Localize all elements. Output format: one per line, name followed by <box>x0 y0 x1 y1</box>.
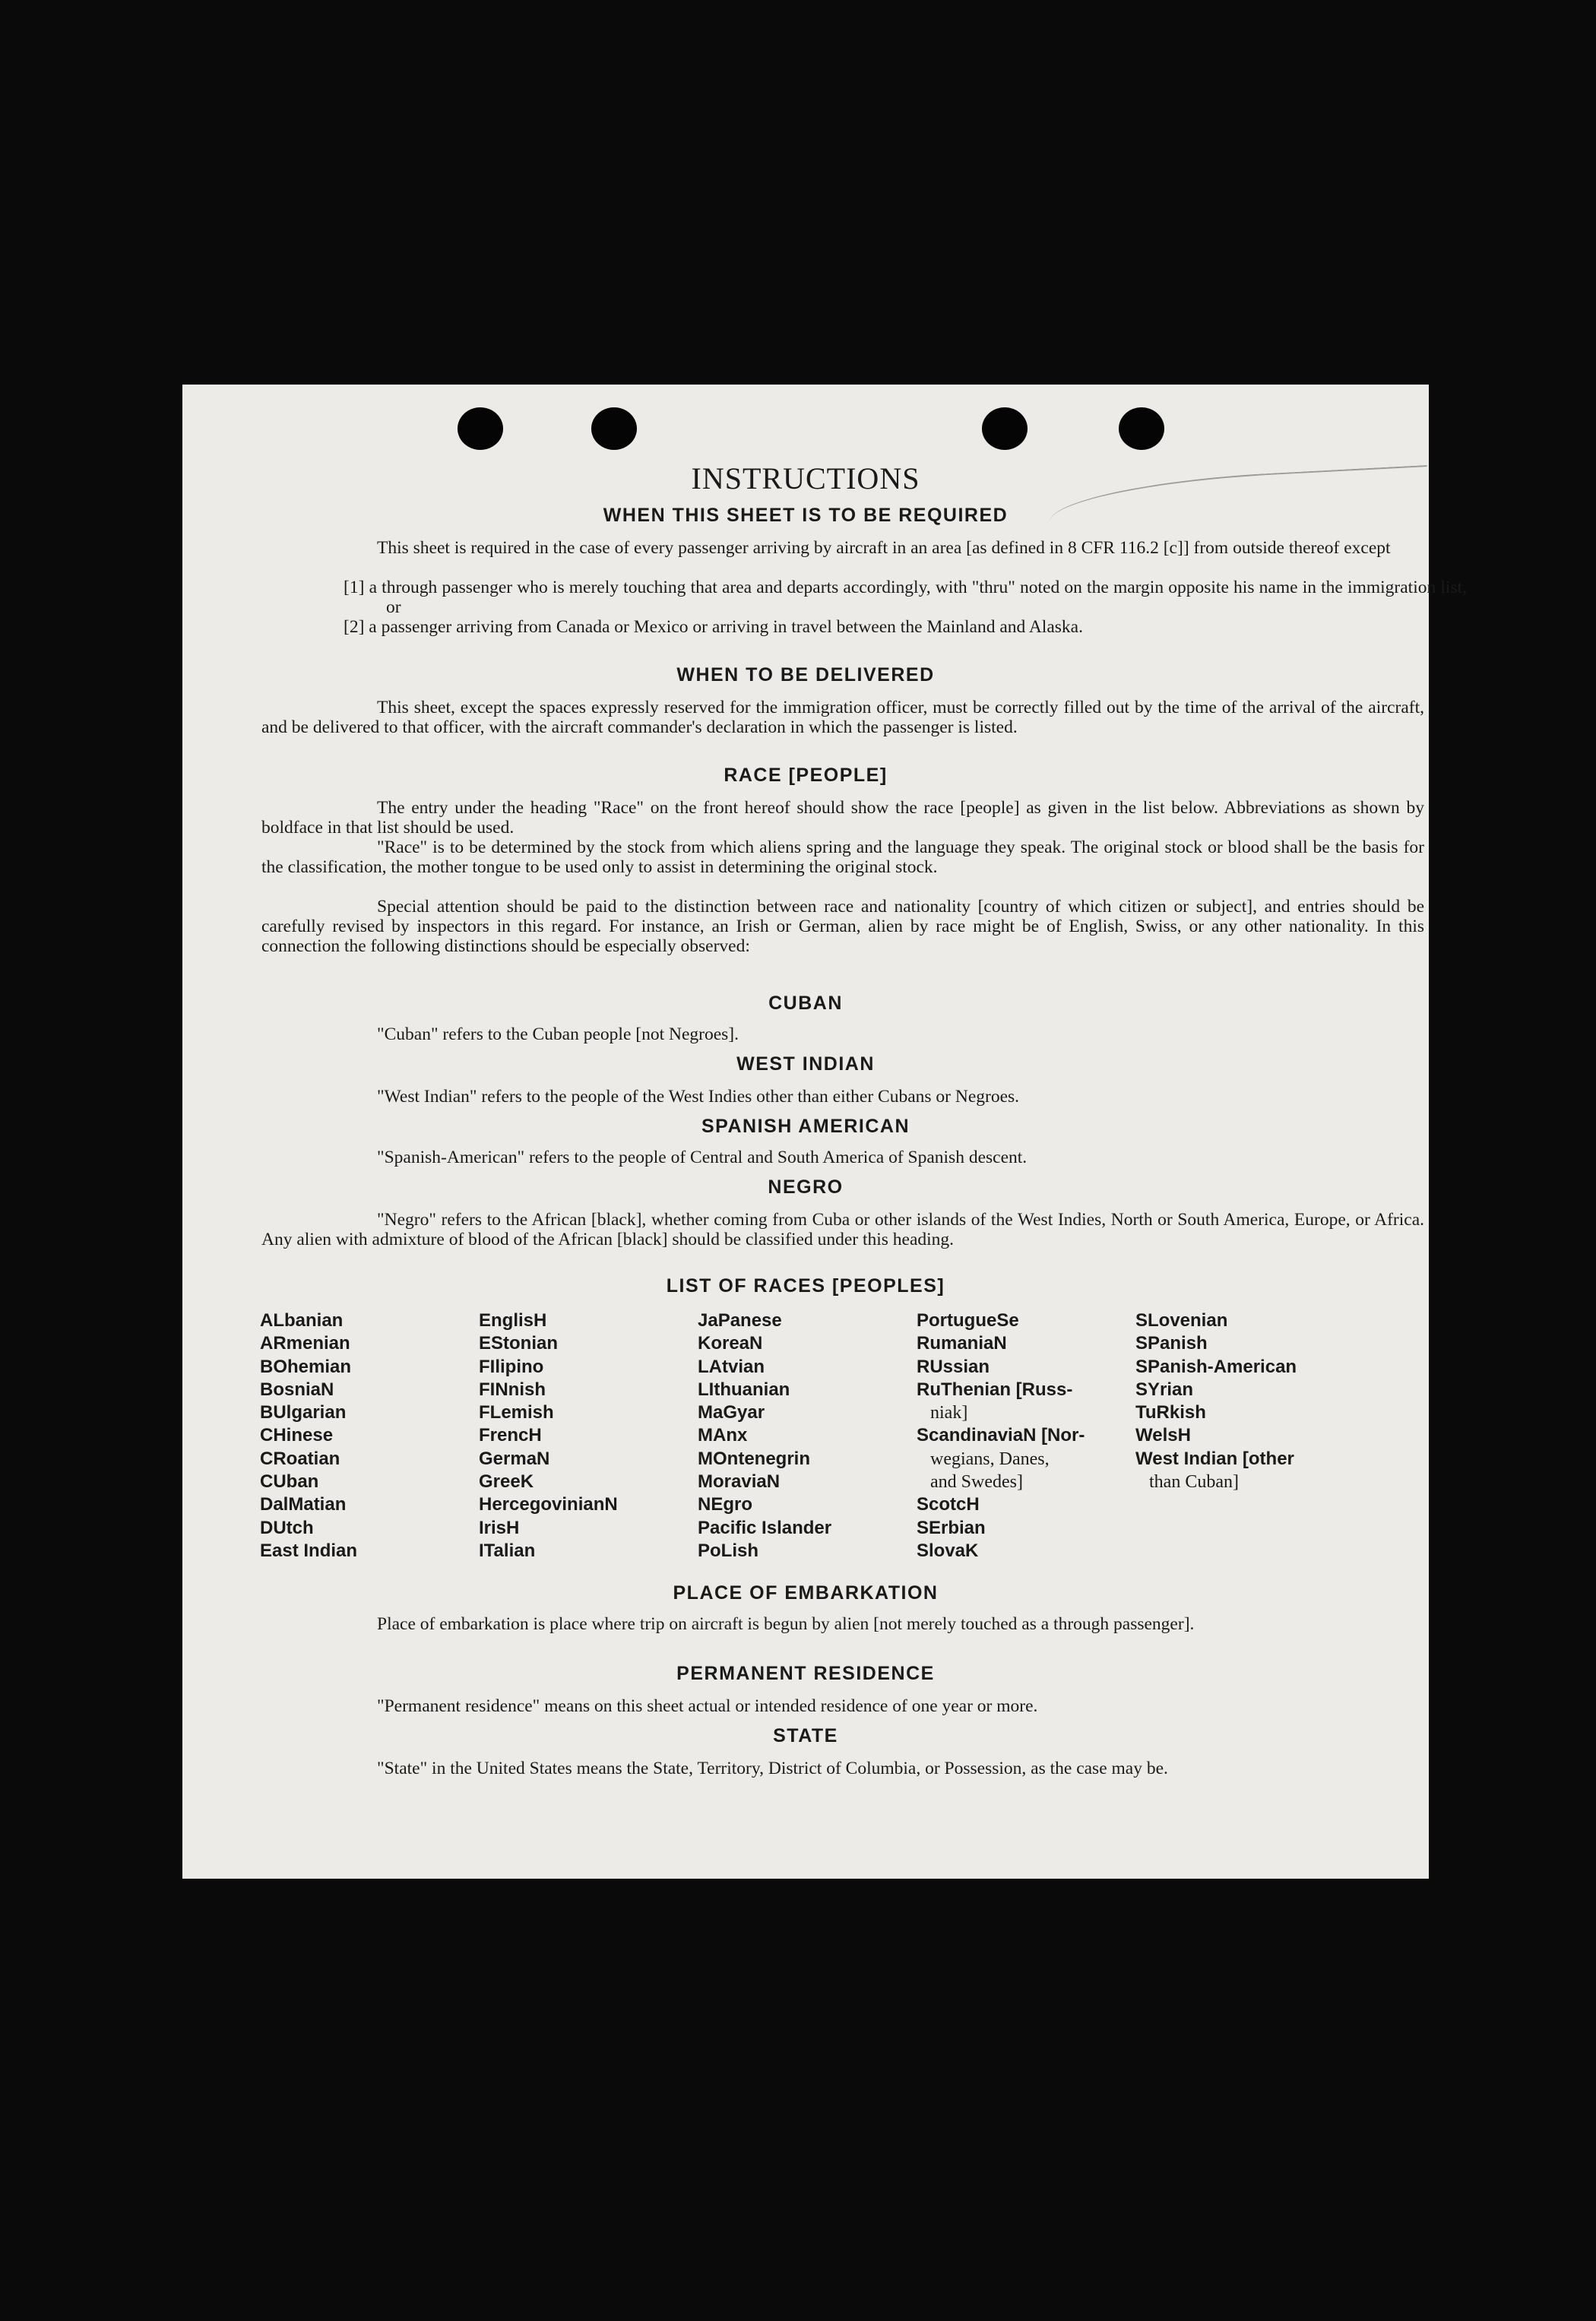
race-list-item: CHinese <box>260 1425 334 1446</box>
paragraph: Place of embarkation is place where trip on aircraft is begun by alien [not merely touched as a through passenger]. <box>377 1614 1195 1634</box>
race-list-item: CUban <box>260 1471 319 1493</box>
heading-place-of-embarkation: PLACE OF EMBARKATION <box>673 1582 939 1604</box>
race-list-item: HercegovinianN <box>479 1494 618 1515</box>
paragraph: "Cuban" refers to the Cuban people [not Negroes]. <box>377 1024 739 1044</box>
race-list-item: DalMatian <box>260 1494 347 1515</box>
race-list-item: KoreaN <box>698 1333 763 1354</box>
race-list-item: JaPanese <box>698 1310 782 1331</box>
race-list-item: PortugueSe <box>917 1310 1019 1331</box>
exception-item-2: [2] a passenger arriving from Canada or Mexico or arriving in travel between the Mainland and Alaska. <box>344 617 1083 637</box>
race-list-item: EnglisH <box>479 1310 547 1331</box>
race-list-item: FIlipino <box>479 1356 544 1377</box>
race-list-item: SErbian <box>917 1517 986 1538</box>
paragraph: "Negro" refers to the African [black], whether coming from Cuba or other islands of the West Indies, North or South America, Europe, or Africa. Any alien with admixture of blood of the African [black] should be classified under this heading. <box>261 1210 1424 1249</box>
heading-cuban: CUBAN <box>768 993 843 1014</box>
race-list-item: ITalian <box>479 1540 536 1561</box>
race-list-item: than Cuban] <box>1135 1472 1239 1493</box>
race-list-item: PoLish <box>698 1540 759 1561</box>
page-title: INSTRUCTIONS <box>691 461 920 496</box>
race-list-item: DUtch <box>260 1517 314 1538</box>
race-list-item: WelsH <box>1135 1425 1191 1446</box>
punch-hole <box>1119 407 1164 450</box>
race-list-item: SPanish-American <box>1135 1356 1297 1377</box>
paragraph: This sheet is required in the case of every passenger arriving by aircraft in an area [as defined in 8 CFR 116.2 [c]] from outside thereof except <box>377 538 1391 558</box>
race-list-item: GermaN <box>479 1448 550 1469</box>
race-list-item: EStonian <box>479 1333 559 1354</box>
race-list-item: FLemish <box>479 1402 554 1423</box>
race-list-item: RUssian <box>917 1356 990 1377</box>
heading-state: STATE <box>773 1725 838 1746</box>
heading-list-of-races: LIST OF RACES [PEOPLES] <box>666 1275 945 1297</box>
race-list-column-2 <box>479 1309 618 1563</box>
heading-spanish-american: SPANISH AMERICAN <box>701 1116 910 1137</box>
punch-hole <box>458 407 503 450</box>
race-list-item: MaGyar <box>698 1402 765 1423</box>
race-list-column-3 <box>698 1309 831 1563</box>
race-list-item: MOntenegrin <box>698 1448 810 1469</box>
race-list-item: and Swedes] <box>917 1472 1023 1493</box>
heading-permanent-residence: PERMANENT RESIDENCE <box>676 1663 935 1684</box>
race-list-item: SYrian <box>1135 1379 1194 1400</box>
race-list-item: FrencH <box>479 1425 542 1446</box>
heading-when-required: WHEN THIS SHEET IS TO BE REQUIRED <box>603 505 1009 526</box>
race-list-item: LAtvian <box>698 1356 765 1377</box>
paragraph: Special attention should be paid to the distinction between race and nationality [country of which citizen or subject], and entries should be carefully revised by inspectors in this regard. For instance, an Irish or German, alien by race might be of English, Swiss, or any other nationality. In this connection the following distinctions should be especially observed: <box>261 897 1424 956</box>
paragraph: "West Indian" refers to the people of the West Indies other than either Cubans or Negroes. <box>377 1087 1020 1107</box>
race-list-item: ScotcH <box>917 1494 980 1515</box>
race-list-item: wegians, Danes, <box>917 1449 1050 1469</box>
race-list-item: RuThenian [Russ- <box>917 1379 1073 1400</box>
heading-west-indian: WEST INDIAN <box>736 1053 875 1075</box>
race-list-item: SLovenian <box>1135 1310 1228 1331</box>
punch-hole <box>982 407 1028 450</box>
race-list-item: LIthuanian <box>698 1379 790 1400</box>
race-list-item: BosniaN <box>260 1379 334 1400</box>
race-list-item: East Indian <box>260 1540 358 1561</box>
punch-hole <box>591 407 637 450</box>
race-list-item: West Indian [other <box>1135 1448 1294 1469</box>
race-list-item: MoraviaN <box>698 1471 781 1493</box>
race-list-item: FINnish <box>479 1379 546 1400</box>
race-list-item: NEgro <box>698 1494 752 1515</box>
exception-item-1: [1] a through passenger who is merely touching that area and departs accordingly, with "thru" noted on the margin opposite his name in the immigration list, or <box>344 578 1467 617</box>
paragraph: "Permanent residence" means on this sheet actual or intended residence of one year or more. <box>377 1696 1038 1716</box>
instruction-sheet <box>182 385 1467 1879</box>
paragraph: "Race" is to be determined by the stock from which aliens spring and the language they speak. The original stock or blood shall be the basis for the classification, the mother tongue to be used only to assist in determining the original stock. <box>261 838 1424 877</box>
race-list-column-1 <box>260 1309 357 1563</box>
race-list-item: CRoatian <box>260 1448 340 1469</box>
race-list-item: TuRkish <box>1135 1402 1206 1423</box>
race-list-column-5 <box>1135 1309 1297 1493</box>
race-list-item: SPanish <box>1135 1333 1208 1354</box>
paragraph: This sheet, except the spaces expressly reserved for the immigration officer, must be correctly filled out by the time of the arrival of the aircraft, and be delivered to that officer, with the aircraft commander's declaration in which the passenger is listed. <box>261 698 1424 737</box>
heading-negro: NEGRO <box>768 1176 844 1198</box>
paragraph: "State" in the United States means the State, Territory, District of Columbia, or Possession, as the case may be. <box>377 1759 1168 1778</box>
race-list-item: SlovaK <box>917 1540 979 1561</box>
paragraph: The entry under the heading "Race" on the front hereof should show the race [people] as given in the list below. Abbreviations as shown by boldface in that list should be used. <box>261 798 1424 838</box>
race-list-item: niak] <box>917 1403 968 1423</box>
race-list-item: RumaniaN <box>917 1333 1007 1354</box>
race-list-item: BUlgarian <box>260 1402 347 1423</box>
heading-race: RACE [PEOPLE] <box>724 765 888 786</box>
race-list-column-4 <box>917 1309 1085 1563</box>
race-list-item: IrisH <box>479 1517 520 1538</box>
race-list-item: Pacific Islander <box>698 1517 832 1538</box>
race-list-item: GreeK <box>479 1471 534 1493</box>
race-list-item: MAnx <box>698 1425 748 1446</box>
race-list-item: ALbanian <box>260 1310 344 1331</box>
race-list-item: ScandinaviaN [Nor- <box>917 1425 1085 1446</box>
race-list-item: ARmenian <box>260 1333 350 1354</box>
heading-when-delivered: WHEN TO BE DELIVERED <box>676 664 935 686</box>
paragraph: "Spanish-American" refers to the people of Central and South America of Spanish descent. <box>377 1148 1028 1167</box>
race-list-item: BOhemian <box>260 1356 352 1377</box>
